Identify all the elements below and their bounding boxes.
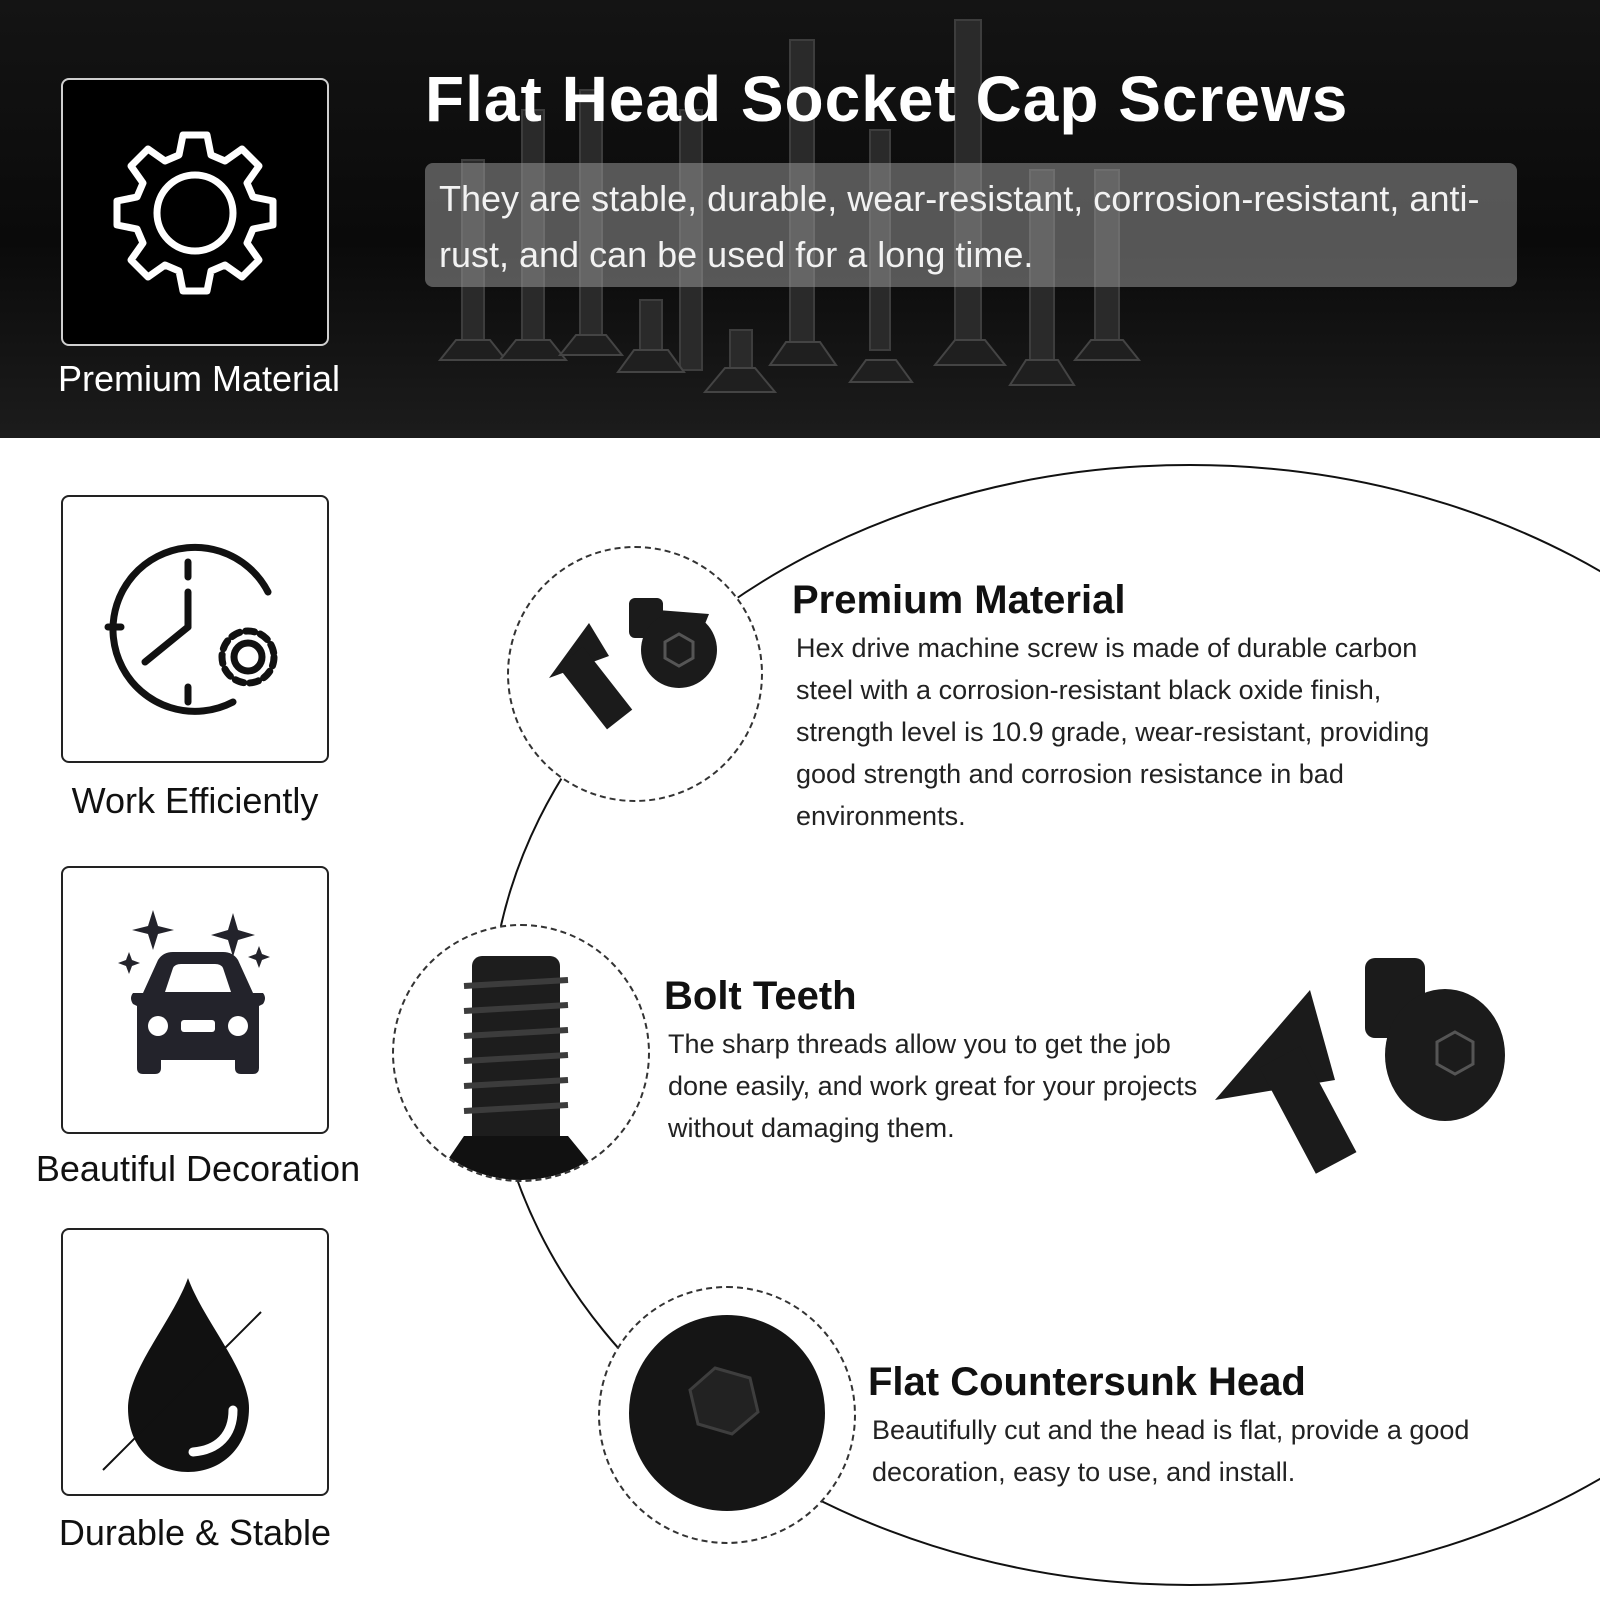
work-efficiently-box — [61, 495, 329, 763]
detail-flat-countersunk-head — [868, 1360, 1568, 1493]
beautiful-decoration-box — [61, 866, 329, 1134]
detail-bolt-teeth — [664, 974, 1224, 1149]
screws-closeup-image — [507, 546, 763, 802]
beautiful-decoration-label: Beautiful Decoration — [35, 1148, 361, 1189]
detail-heading: Flat Countersunk Head — [868, 1360, 1306, 1404]
durable-stable-box — [61, 1228, 329, 1496]
detail-text: The sharp threads allow you to get the job done easily, and work great for your projects without damaging them. — [668, 1029, 1198, 1143]
detail-heading: Bolt Teeth — [664, 974, 857, 1018]
detail-premium-material — [792, 578, 1442, 837]
water-drop-icon — [63, 1230, 327, 1494]
detail-text: Hex drive machine screw is made of durable carbon steel with a corrosion-resistant black oxide finish, strength level is 10.9 grade, wear-resistant, providing good strength and corrosion resistance in bad environments. — [796, 633, 1430, 831]
premium-material-label: Premium Material — [57, 358, 341, 399]
subtitle-text: They are stable, durable, wear-resistant, corrosion-resistant, anti-rust, and can be used for a long time. — [425, 163, 1517, 287]
detail-text: Beautifully cut and the head is flat, provide a good decoration, easy to use, and install. — [872, 1415, 1470, 1487]
work-efficiently-label: Work Efficiently — [71, 780, 319, 821]
bolt-thread-closeup-image — [392, 924, 650, 1182]
clock-gear-icon — [63, 497, 327, 761]
car-sparkle-icon — [63, 868, 327, 1132]
page-title: Flat Head Socket Cap Screws — [425, 63, 1349, 135]
detail-heading: Premium Material — [792, 578, 1126, 622]
two-screws-image — [1215, 950, 1515, 1190]
durable-stable-label: Durable & Stable — [58, 1512, 332, 1553]
flat-head-closeup-image — [598, 1286, 856, 1544]
